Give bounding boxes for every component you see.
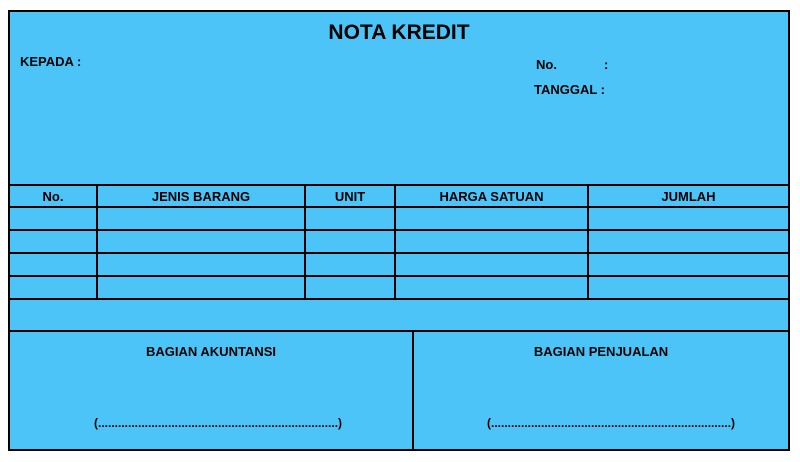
table-cell (10, 276, 97, 299)
table-cell (395, 276, 588, 299)
table-cell (97, 230, 305, 253)
table-cell (97, 207, 305, 230)
table-cell (10, 207, 97, 230)
table-cell (395, 253, 588, 276)
table-cell (10, 253, 97, 276)
items-table (10, 184, 788, 300)
column-header-jenis-barang: JENIS BARANG (97, 185, 305, 207)
kepada-label: KEPADA : (20, 54, 82, 69)
column-header-no: No. (10, 185, 97, 207)
credit-note-form (8, 10, 790, 451)
number-label: No. (536, 57, 557, 72)
page-title: NOTA KREDIT (328, 21, 470, 44)
column-header-jumlah: JUMLAH (588, 185, 788, 207)
accounting-signature-line: (........................................................................) (94, 416, 343, 430)
table-row (10, 276, 788, 299)
column-header-harga-satuan: HARGA SATUAN (395, 185, 588, 207)
table-row (10, 230, 788, 253)
table-cell (10, 230, 97, 253)
number-colon: : (604, 57, 609, 72)
table-footer-row (10, 308, 788, 332)
accounting-signature-title: BAGIAN AKUNTANSI (146, 344, 276, 359)
sales-signature-line: (........................................................................) (487, 416, 736, 430)
table-cell (305, 207, 395, 230)
table-cell (305, 230, 395, 253)
table-cell (305, 253, 395, 276)
table-cell (588, 253, 788, 276)
table-cell (395, 230, 588, 253)
column-header-unit: UNIT (305, 185, 395, 207)
table-cell (97, 276, 305, 299)
date-label: TANGGAL : (534, 82, 606, 97)
table-cell (97, 253, 305, 276)
table-cell (588, 207, 788, 230)
table-cell (395, 207, 588, 230)
table-header-row (10, 185, 788, 207)
table-cell (588, 230, 788, 253)
table-row (10, 253, 788, 276)
table-cell (588, 276, 788, 299)
table-cell (305, 276, 395, 299)
sales-signature-title: BAGIAN PENJUALAN (533, 344, 669, 359)
table-row (10, 207, 788, 230)
